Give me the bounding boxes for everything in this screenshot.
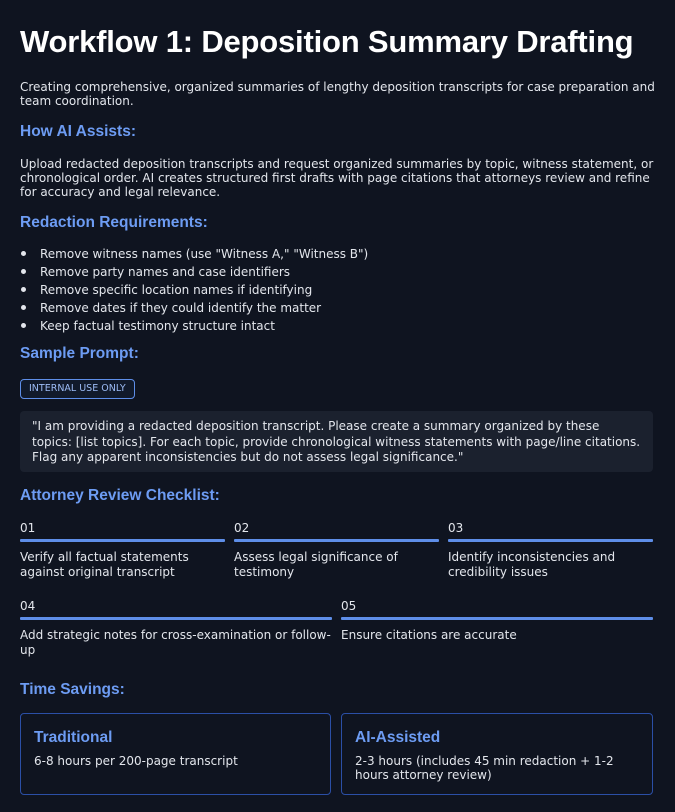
sample-prompt-box: "I am providing a redacted deposition transcript. Please create a summary organized by these topics: [list topics]. For each topic, provide chronological witness statements with page/line citations. Flag any apparent inconsistencies but do not assess legal significance." [20, 411, 653, 472]
redaction-item [20, 245, 368, 263]
traditional-text: 6-8 hours per 200-page transcript [34, 754, 238, 768]
step-number: 03 [448, 521, 464, 535]
redaction-item-text: Remove dates if they could identify the matter [40, 301, 322, 315]
time-savings-heading: Time Savings: [20, 681, 125, 698]
traditional-card [20, 713, 331, 795]
redaction-heading: Redaction Requirements: [20, 214, 208, 231]
bullet-icon [21, 305, 26, 310]
checklist-step [20, 521, 225, 580]
how-ai-assists-text: Upload redacted deposition transcripts and request organized summaries by topic, witness statement, or chronological order. AI creates structured first drafts with page citations that attorneys review and refine for accuracy and legal relevance. [20, 157, 654, 199]
step-number: 01 [20, 521, 36, 535]
how-ai-assists-heading: How AI Assists: [20, 123, 136, 140]
redaction-item [20, 281, 368, 299]
step-number: 04 [20, 599, 36, 613]
bullet-icon [21, 269, 26, 274]
step-number: 05 [341, 599, 357, 613]
step-text: Verify all factual statements against original transcript [20, 550, 189, 579]
checklist-step [448, 521, 653, 580]
sample-prompt-heading: Sample Prompt: [20, 345, 139, 362]
step-divider [20, 539, 225, 542]
step-divider [341, 617, 653, 620]
redaction-item-text: Keep factual testimony structure intact [40, 319, 275, 333]
page-title: Workflow 1: Deposition Summary Drafting [20, 24, 634, 59]
step-divider [234, 539, 439, 542]
step-divider [20, 617, 332, 620]
traditional-title: Traditional [34, 729, 113, 746]
bullet-icon [21, 287, 26, 292]
bullet-icon [21, 251, 26, 256]
checklist-step [234, 521, 439, 580]
step-number: 02 [234, 521, 250, 535]
step-divider [448, 539, 653, 542]
intro-text: Creating comprehensive, organized summaries of lengthy deposition transcripts for case preparation and team coordination. [20, 80, 655, 108]
bullet-icon [21, 323, 26, 328]
redaction-item [20, 263, 368, 281]
ai-assisted-title: AI-Assisted [355, 729, 441, 746]
checklist-step [20, 599, 332, 658]
redaction-item [20, 317, 368, 335]
checklist-step [341, 599, 653, 643]
redaction-item [20, 299, 368, 317]
redaction-list [20, 245, 368, 335]
step-text: Ensure citations are accurate [341, 628, 517, 642]
ai-assisted-card [341, 713, 653, 795]
step-text: Add strategic notes for cross-examination or follow-up [20, 628, 331, 657]
ai-assisted-text: 2-3 hours (includes 45 min redaction + 1-2 hours attorney review) [355, 754, 614, 782]
checklist-heading: Attorney Review Checklist: [20, 487, 220, 504]
redaction-item-text: Remove party names and case identifiers [40, 265, 291, 279]
step-text: Assess legal significance of testimony [234, 550, 398, 579]
redaction-item-text: Remove specific location names if identifying [40, 283, 313, 297]
internal-use-badge: INTERNAL USE ONLY [20, 379, 135, 399]
redaction-item-text: Remove witness names (use "Witness A," "Witness B") [40, 247, 369, 261]
step-text: Identify inconsistencies and credibility issues [448, 550, 616, 579]
